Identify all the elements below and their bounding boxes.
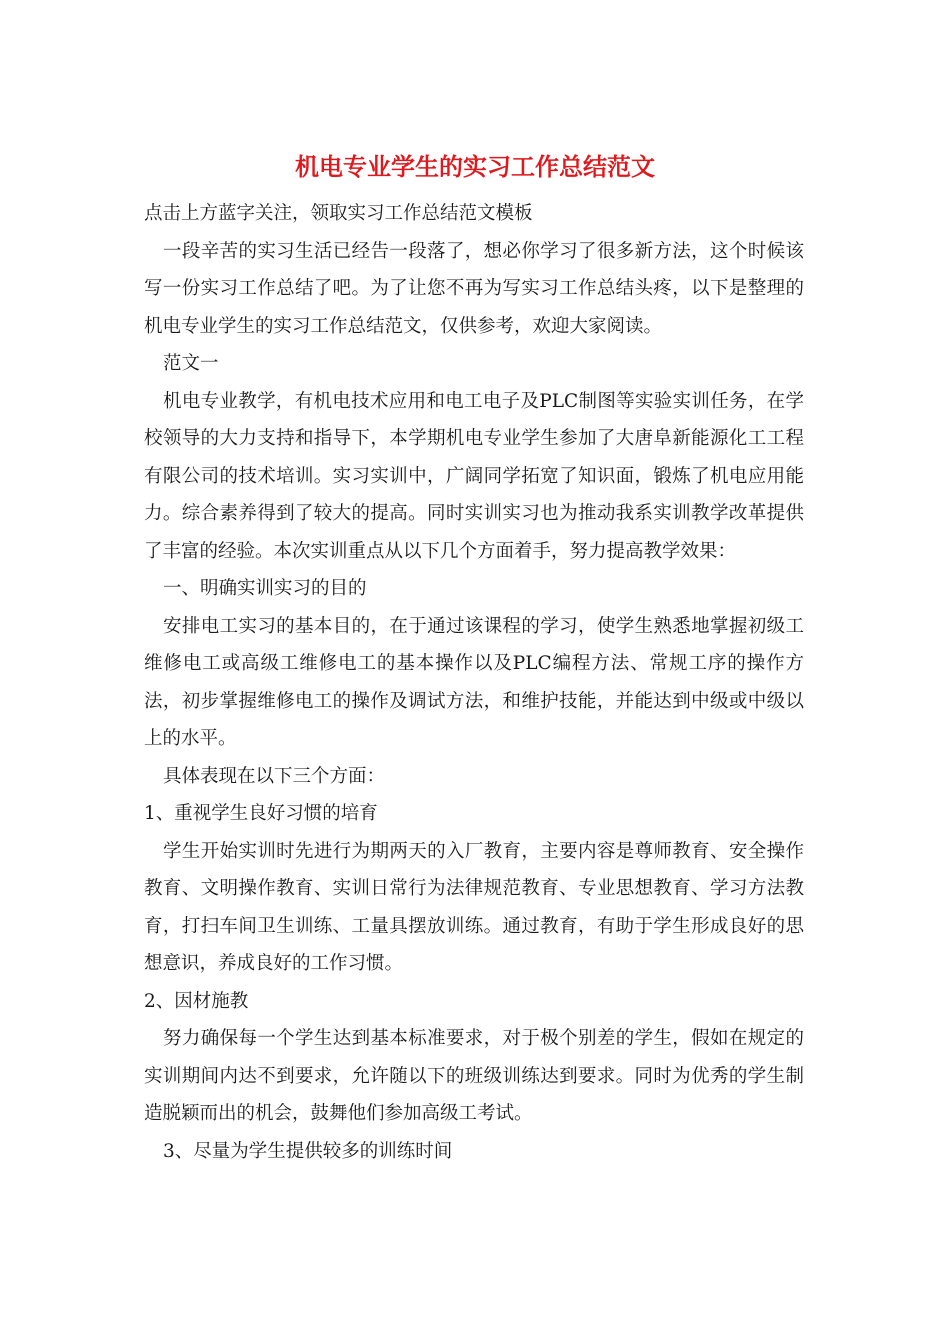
aspect-heading-2: 2、因材施教 bbox=[144, 990, 249, 1012]
document-title: 机电专业学生的实习工作总结范文 bbox=[295, 152, 655, 181]
goal-paragraph: 安排电工实习的基本目的，在于通过该课程的学习，使学生熟悉地掌握初级工维修电工或高级工维修电工的基本操作以及PLC编程方法、常规工序的操作方法，初步掌握维修电工的操作及调试方法，和维护技能，并能达到中级或中级以上的水平。 bbox=[144, 615, 804, 749]
section-heading-goal: 一、明确实训实习的目的 bbox=[163, 578, 367, 599]
aspects-lead-in: 具体表现在以下三个方面： bbox=[163, 765, 386, 787]
intro-paragraph: 一段辛苦的实习生活已经告一段落了，想必你学习了很多新方法，这个时候该写一份实习工作总结了吧。为了让您不再为写实习工作总结头疼，以下是整理的机电专业学生的实习工作总结范文，仅供参考，欢迎大家阅读。 bbox=[144, 240, 804, 337]
document-body bbox=[144, 195, 804, 1170]
aspect-heading-1: 1、重视学生良好习惯的培育 bbox=[144, 803, 378, 824]
sample-heading: 范文一 bbox=[163, 353, 219, 374]
intro-follow-line: 点击上方蓝字关注，领取实习工作总结范文模板 bbox=[144, 203, 533, 224]
aspect-paragraph-1: 学生开始实训时先进行为期两天的入厂教育，主要内容是尊师教育、安全操作教育、文明操作教育、实训日常行为法律规范教育、专业思想教育、学习方法教育，打扫车间卫生训练、工量具摆放训练。通过教育，有助于学生形成良好的思想意识，养成良好的工作习惯。 bbox=[144, 840, 804, 974]
aspect-heading-3: 3、尽量为学生提供较多的训练时间 bbox=[163, 1140, 453, 1162]
aspect-paragraph-2: 努力确保每一个学生达到基本标准要求，对于极个别差的学生，假如在规定的实训期间内达不到要求，允许随以下的班级训练达到要求。同时为优秀的学生制造脱颖而出的机会，鼓舞他们参加高级工考试。 bbox=[144, 1028, 804, 1124]
sample-paragraph: 机电专业教学，有机电技术应用和电工电子及PLC制图等实验实训任务，在学校领导的大力支持和指导下，本学期机电专业学生参加了大唐阜新能源化工工程有限公司的技术培训。实习实训中，广阔同学拓宽了知识面，锻炼了机电应用能力。综合素养得到了较大的提高。同时实训实习也为推动我系实训教学改革提供了丰富的经验。本次实训重点从以下几个方面着手，努力提高教学效果： bbox=[144, 390, 804, 562]
